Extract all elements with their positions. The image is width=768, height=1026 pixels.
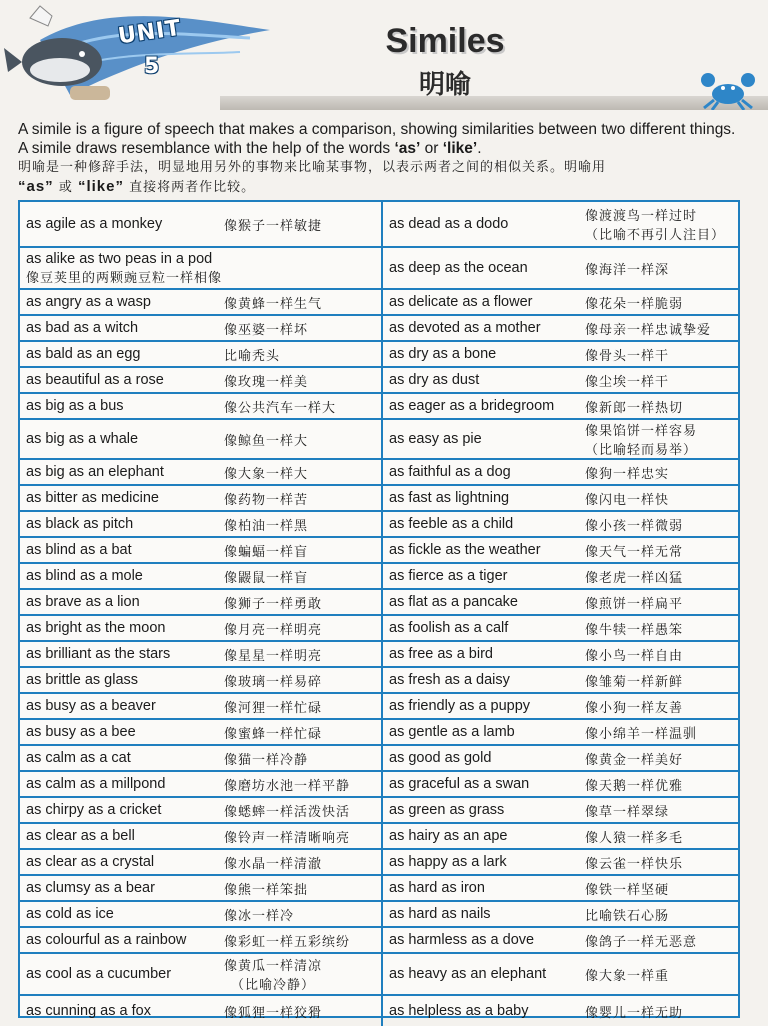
simile-row: [20, 460, 381, 486]
simile-chinese-text: 像大象一样大: [224, 466, 309, 482]
simile-chinese: [585, 879, 669, 898]
simile-chinese: [224, 827, 350, 846]
simile-chinese-text: 像人猿一样多毛: [585, 830, 684, 846]
simile-english: as gentle as a lamb: [389, 724, 515, 740]
simile-english: as harmless as a dove: [389, 932, 535, 948]
simile-row: [383, 202, 740, 248]
simile-english: as cunning as a fox: [26, 1003, 151, 1019]
simile-row: [20, 772, 381, 798]
page-title: Similes: [385, 22, 505, 60]
simile-chinese: [585, 293, 683, 312]
simile-english: as clear as a crystal: [26, 854, 155, 870]
simile-row: [20, 876, 381, 902]
simile-row: [383, 798, 740, 824]
simile-chinese-text: 像玻璃一样易碎: [224, 674, 323, 690]
simile-chinese: [585, 345, 669, 364]
simile-chinese-text: 比喻铁石心肠: [585, 908, 670, 924]
simile-chinese: [585, 801, 669, 820]
simile-chinese-text: 像冰一样冷: [224, 908, 295, 924]
simile-chinese-text: 像鸽子一样无恶意: [585, 934, 698, 950]
keyword-like: ‘like’: [442, 140, 478, 157]
simile-chinese: [585, 489, 669, 508]
simile-chinese-text: 像老虎一样凶猛: [585, 570, 684, 586]
simile-chinese-text: 像狮子一样勇敢: [224, 596, 323, 612]
simile-english: as colourful as a rainbow: [26, 932, 187, 948]
simile-chinese: [26, 267, 222, 286]
simile-english: as fast as lightning: [389, 490, 510, 506]
simile-chinese: [585, 259, 669, 278]
page-title-chinese: 明喻: [418, 70, 471, 100]
simile-english: as big as a bus: [26, 398, 124, 414]
simile-chinese: [224, 931, 350, 950]
intro-cn-end: 直接将两者作比较。: [123, 180, 256, 195]
simile-row: [20, 954, 381, 996]
simile-english: as happy as a lark: [389, 854, 507, 870]
simile-chinese: [585, 775, 683, 794]
simile-chinese-text: 像云雀一样快乐: [585, 856, 684, 872]
simile-english: as busy as a beaver: [26, 698, 156, 714]
simile-chinese: [224, 853, 322, 872]
simile-row: [383, 420, 740, 460]
simile-column-right: [381, 202, 740, 1026]
simile-chinese-note: （比喻不再引人注目）: [585, 228, 726, 243]
simile-chinese-text: 像豆荚里的两颗豌豆粒一样相像: [26, 270, 223, 286]
simile-chinese: [224, 371, 308, 390]
simile-english: as heavy as an elephant: [389, 966, 547, 982]
simile-chinese-text: 像公共汽车一样大: [224, 400, 337, 416]
simile-chinese: [585, 541, 683, 560]
simile-chinese: [585, 965, 669, 984]
simile-english: as fresh as a daisy: [389, 672, 510, 688]
simile-row: [383, 342, 740, 368]
simile-chinese: [224, 671, 322, 690]
simile-chinese: [224, 879, 308, 898]
simile-table: [18, 200, 740, 1021]
simile-row: [20, 642, 381, 668]
simile-chinese-text: 像小绵羊一样温驯: [585, 726, 698, 742]
simile-chinese-text: 像蟋蟀一样活泼快活: [224, 804, 351, 820]
simile-chinese-text: 像铁一样坚硬: [585, 882, 670, 898]
simile-chinese: [224, 645, 322, 664]
simile-english: as free as a bird: [389, 646, 493, 662]
simile-row: [20, 486, 381, 512]
simile-chinese: [224, 430, 308, 449]
simile-english: as cool as a cucumber: [26, 966, 172, 982]
simile-chinese-text: 像黄金一样美好: [585, 752, 684, 768]
simile-row: [20, 668, 381, 694]
simile-chinese: [585, 827, 683, 846]
intro-chinese: [18, 158, 746, 197]
simile-row: [20, 746, 381, 772]
simile-chinese-note: （比喻冷静）: [231, 978, 316, 993]
simile-row: [383, 954, 740, 996]
simile-chinese: [224, 397, 336, 416]
simile-english: as fickle as the weather: [389, 542, 541, 558]
simile-english: as hard as iron: [389, 880, 485, 896]
simile-chinese-text: 像尘埃一样干: [585, 374, 670, 390]
simile-chinese: [585, 593, 683, 612]
simile-english: as friendly as a puppy: [389, 698, 531, 714]
simile-chinese-text: 像磨坊水池一样平静: [224, 778, 351, 794]
simile-english: as cold as ice: [26, 906, 114, 922]
unit-banner: [0, 0, 280, 110]
simile-row: [383, 460, 740, 486]
intro-end: .: [477, 140, 482, 157]
simile-row: [383, 248, 740, 290]
simile-row: [20, 902, 381, 928]
simile-chinese-text: 像月亮一样明亮: [224, 622, 323, 638]
simile-chinese-text: 像狐狸一样狡猾: [224, 1005, 323, 1021]
simile-chinese: [585, 723, 697, 742]
simile-row: [383, 486, 740, 512]
simile-chinese-text: 比喻秃头: [224, 348, 281, 364]
simile-english: as deep as the ocean: [389, 260, 528, 276]
simile-chinese: [585, 515, 683, 534]
simile-row: [383, 368, 740, 394]
simile-row: [20, 512, 381, 538]
simile-row: [383, 824, 740, 850]
simile-row: [383, 642, 740, 668]
simile-chinese-text: 像小鸟一样自由: [585, 648, 684, 664]
simile-english: as good as gold: [389, 750, 492, 766]
simile-english: as beautiful as a rose: [26, 372, 164, 388]
intro-cn-text: 明喻是一种修辞手法，明显地用另外的事物来比喻某事物，以表示两者之间的相似关系。明喻用: [18, 160, 607, 175]
simile-english: as agile as a monkey: [26, 216, 163, 232]
simile-chinese-text: 像河狸一样忙碌: [224, 700, 323, 716]
simile-row: [20, 394, 381, 420]
simile-row: [383, 720, 740, 746]
simile-row: [20, 538, 381, 564]
simile-chinese-text: 像药物一样苦: [224, 492, 309, 508]
simile-row: [383, 668, 740, 694]
simile-row: [20, 420, 381, 460]
simile-chinese-text: 像铃声一样清晰响亮: [224, 830, 351, 846]
simile-chinese-text: 像鲸鱼一样大: [224, 433, 309, 449]
simile-chinese: [224, 345, 280, 364]
simile-english: as big as a whale: [26, 431, 139, 447]
intro-text: A simile is a figure of speech that makes a comparison, showing similarities between two different things. A simile draws resemblance with the help of the words: [18, 121, 736, 157]
simile-english: as hairy as an ape: [389, 828, 508, 844]
simile-english: as faithful as a dog: [389, 464, 511, 480]
simile-row: [20, 564, 381, 590]
simile-chinese: [224, 567, 308, 586]
simile-chinese: [224, 215, 322, 234]
simile-row: [383, 772, 740, 798]
simile-chinese-text: 像狗一样忠实: [585, 466, 670, 482]
simile-chinese-text: 像雏菊一样新鲜: [585, 674, 684, 690]
simile-english: as easy as pie: [389, 431, 482, 447]
simile-english: as feeble as a child: [389, 516, 514, 532]
simile-chinese: [224, 619, 322, 638]
simile-row: [383, 850, 740, 876]
simile-chinese: [224, 319, 308, 338]
simile-english: as flat as a pancake: [389, 594, 518, 610]
simile-row: [20, 368, 381, 394]
simile-english: as clear as a bell: [26, 828, 135, 844]
simile-chinese-text: 像猴子一样敏捷: [224, 218, 323, 234]
simile-chinese: [224, 541, 308, 560]
simile-chinese-text: 像婴儿一样无助: [585, 1005, 684, 1021]
keyword-like-cn: “like”: [77, 178, 124, 195]
simile-chinese-text: 像鼹鼠一样盲: [224, 570, 309, 586]
simile-row: [20, 720, 381, 746]
simile-chinese-text: 像煎饼一样扁平: [585, 596, 684, 612]
simile-row: [20, 824, 381, 850]
simile-row: [383, 394, 740, 420]
simile-chinese-text: 像巫婆一样坏: [224, 322, 309, 338]
simile-row: [383, 746, 740, 772]
simile-english: as alike as two peas in a pod: [26, 250, 213, 267]
simile-chinese-text: 像新郎一样热切: [585, 400, 684, 416]
simile-chinese-text: 像柏油一样黑: [224, 518, 309, 534]
simile-chinese-text: 像蝙蝠一样盲: [224, 544, 309, 560]
simile-english: as busy as a bee: [26, 724, 136, 740]
simile-row: [383, 996, 740, 1026]
simile-chinese: [585, 567, 683, 586]
simile-chinese: [585, 619, 683, 638]
intro-or: or: [420, 140, 443, 157]
keyword-as: ‘as’: [394, 140, 421, 157]
simile-chinese: [585, 931, 697, 950]
simile-chinese: [585, 645, 683, 664]
simile-chinese: [585, 420, 697, 458]
simile-chinese-text: 像天鹅一样优雅: [585, 778, 684, 794]
simile-chinese-note: （比喻轻而易举）: [585, 443, 698, 458]
simile-chinese: [224, 775, 350, 794]
simile-english: as bright as the moon: [26, 620, 166, 636]
simile-row: [383, 616, 740, 642]
simile-row: [20, 996, 381, 1026]
simile-column-left: [20, 202, 381, 1026]
simile-english: as brittle as glass: [26, 672, 139, 688]
simile-english: as hard as nails: [389, 906, 491, 922]
unit-number: 5: [144, 54, 160, 79]
simile-english: as big as an elephant: [26, 464, 164, 480]
simile-chinese-text: 像水晶一样清澈: [224, 856, 323, 872]
simile-chinese: [224, 293, 322, 312]
simile-english: as delicate as a flower: [389, 294, 533, 310]
simile-row: [383, 902, 740, 928]
simile-row: [20, 616, 381, 642]
simile-english: as calm as a cat: [26, 750, 131, 766]
simile-chinese: [224, 697, 322, 716]
simile-chinese-text: 像母亲一样忠诚挚爱: [585, 322, 712, 338]
unit-label: UNIT: [116, 15, 183, 50]
simile-english: as fierce as a tiger: [389, 568, 508, 584]
simile-row: [20, 316, 381, 342]
simile-chinese-text: 像渡渡鸟一样过时: [585, 209, 698, 224]
simile-english: as bitter as medicine: [26, 490, 159, 506]
simile-english: as brave as a lion: [26, 594, 140, 610]
simile-chinese: [585, 205, 725, 243]
simile-chinese-text: 像牛犊一样愚笨: [585, 622, 684, 638]
simile-row: [383, 876, 740, 902]
simile-english: as angry as a wasp: [26, 294, 151, 310]
simile-chinese: [585, 397, 683, 416]
simile-english: as blind as a bat: [26, 542, 132, 558]
simile-english: as clumsy as a bear: [26, 880, 155, 896]
simile-row: [383, 512, 740, 538]
simile-chinese-text: 像黄瓜一样清凉: [224, 959, 323, 974]
simile-english: as graceful as a swan: [389, 776, 530, 792]
simile-row: [20, 928, 381, 954]
simile-chinese-text: 像花朵一样脆弱: [585, 296, 684, 312]
simile-chinese-text: 像闪电一样快: [585, 492, 670, 508]
simile-row: [20, 248, 381, 290]
simile-row: [20, 342, 381, 368]
simile-chinese-text: 像草一样翠绿: [585, 804, 670, 820]
simile-chinese: [224, 749, 308, 768]
simile-chinese: [585, 1002, 683, 1021]
simile-english: as blind as a mole: [26, 568, 143, 584]
simile-chinese: [585, 749, 683, 768]
simile-row: [20, 590, 381, 616]
simile-english: as calm as a millpond: [26, 776, 166, 792]
simile-row: [383, 290, 740, 316]
simile-chinese-text: 像小孩一样微弱: [585, 518, 684, 534]
simile-row: [20, 850, 381, 876]
simile-english: as brilliant as the stars: [26, 646, 171, 662]
simile-chinese-text: 像小狗一样友善: [585, 700, 684, 716]
simile-chinese-text: 像黄蜂一样生气: [224, 296, 323, 312]
simile-chinese: [224, 463, 308, 482]
simile-chinese: [224, 489, 308, 508]
simile-chinese: [585, 463, 669, 482]
simile-chinese: [585, 905, 669, 924]
simile-chinese: [224, 801, 350, 820]
simile-chinese-text: 像蜜蜂一样忙碌: [224, 726, 323, 742]
simile-chinese: [585, 671, 683, 690]
simile-english: as dry as dust: [389, 372, 480, 388]
simile-english: as black as pitch: [26, 516, 134, 532]
simile-chinese: [585, 371, 669, 390]
simile-chinese-text: 像熊一样笨拙: [224, 882, 309, 898]
simile-chinese: [585, 697, 683, 716]
keyword-as-cn: “as”: [18, 178, 54, 195]
simile-row: [383, 316, 740, 342]
simile-row: [20, 290, 381, 316]
simile-chinese-text: 像星星一样明亮: [224, 648, 323, 664]
simile-english: as dry as a bone: [389, 346, 497, 362]
simile-row: [383, 928, 740, 954]
simile-chinese: [224, 955, 322, 993]
simile-chinese: [585, 853, 683, 872]
simile-english: as bad as a witch: [26, 320, 139, 336]
simile-english: as foolish as a calf: [389, 620, 509, 636]
simile-english: as bald as an egg: [26, 346, 141, 362]
simile-row: [383, 694, 740, 720]
simile-chinese-text: 像骨头一样干: [585, 348, 670, 364]
simile-row: [20, 202, 381, 248]
simile-row: [383, 538, 740, 564]
crab-icon: [696, 70, 760, 114]
simile-chinese: [585, 319, 711, 338]
simile-english: as dead as a dodo: [389, 216, 509, 232]
simile-chinese-text: 像大象一样重: [585, 968, 670, 984]
intro-cn-or: 或: [53, 180, 78, 195]
simile-english: as eager as a bridegroom: [389, 398, 555, 414]
simile-chinese-text: 像彩虹一样五彩缤纷: [224, 934, 351, 950]
simile-row: [383, 564, 740, 590]
whale-illustration: [0, 0, 280, 110]
simile-chinese: [224, 1002, 322, 1021]
simile-chinese: [224, 515, 308, 534]
simile-row: [20, 694, 381, 720]
simile-chinese-text: 像天气一样无常: [585, 544, 684, 560]
simile-english: as chirpy as a cricket: [26, 802, 162, 818]
simile-row: [20, 798, 381, 824]
simile-chinese: [224, 723, 322, 742]
simile-english: as green as grass: [389, 802, 505, 818]
simile-chinese: [224, 905, 294, 924]
simile-english: as devoted as a mother: [389, 320, 541, 336]
simile-english: as helpless as a baby: [389, 1003, 529, 1019]
simile-chinese: [224, 593, 322, 612]
simile-chinese-text: 像猫一样冷静: [224, 752, 309, 768]
simile-chinese-text: 像玫瑰一样美: [224, 374, 309, 390]
intro-english: [18, 120, 746, 158]
simile-chinese-text: 像海洋一样深: [585, 262, 670, 278]
simile-row: [383, 590, 740, 616]
simile-chinese-text: 像果馅饼一样容易: [585, 424, 698, 439]
